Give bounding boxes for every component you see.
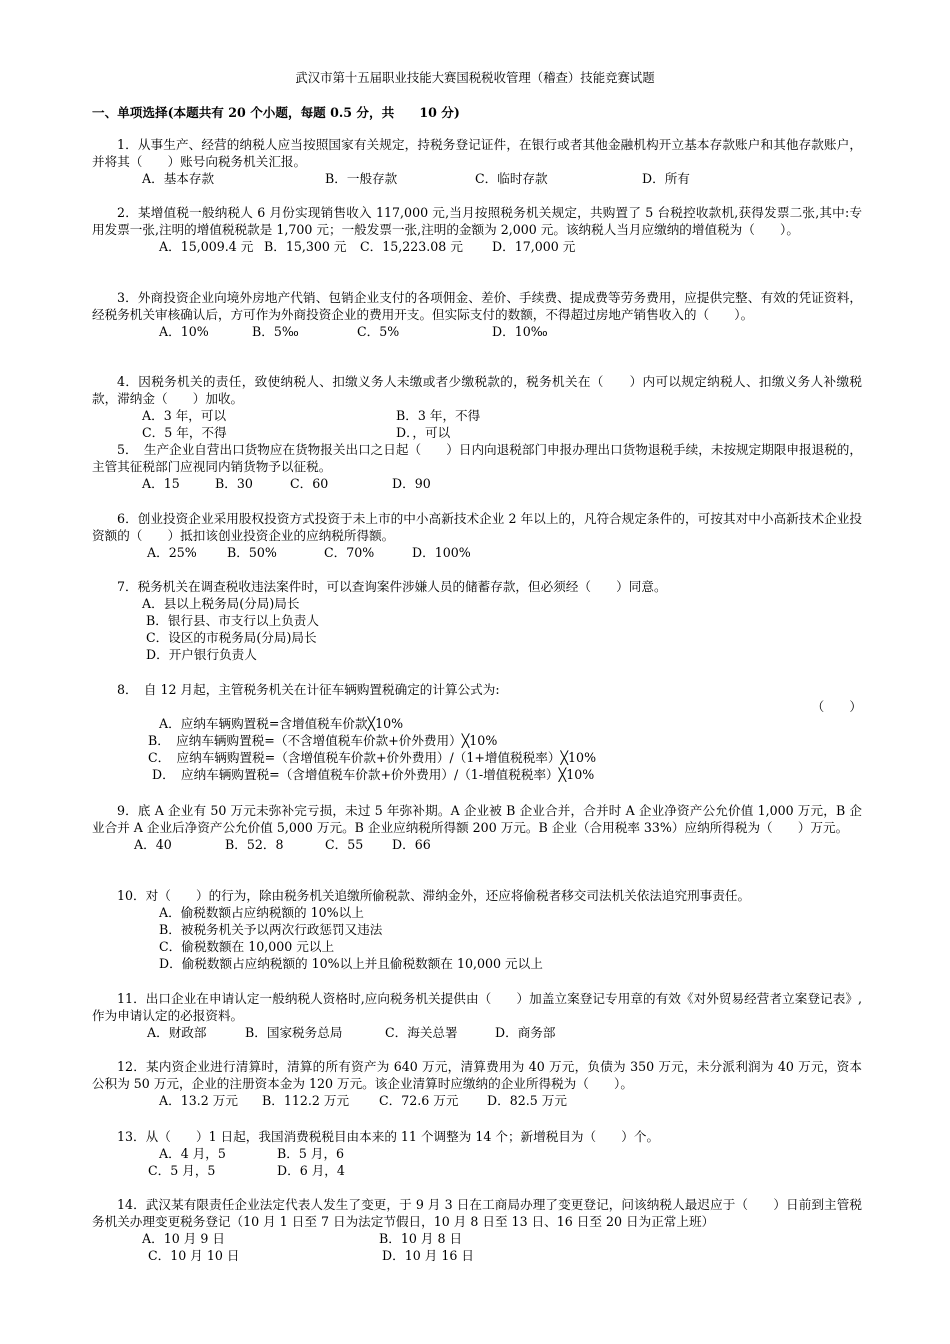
question-stem: 4．因税务机关的责任，致使纳税人、扣缴义务人未缴或者少缴税款的，税务机关在（ ）内可以规定纳税人、扣缴义务人补缴税款，滞纳金（ ）加收。 <box>92 374 862 406</box>
option-d: D．10 月 16 日 <box>382 1248 474 1263</box>
option-b: B．被税务机关予以两次行政惩罚又违法 <box>159 922 383 937</box>
option-d: D． 应纳车辆购置税=（含增值税车价款+价外费用）/（1-增值税税率）╳10% <box>152 767 595 782</box>
question-stem: 10．对（ ）的行为，除由税务机关追缴所偷税款、滞纳金外，还应将偷税者移交司法机关依法追究刑事责任。 <box>117 888 751 903</box>
option-d: D．商务部 <box>495 1025 556 1040</box>
question-stem: 5． 生产企业自营出口货物应在货物报关出口之日起（ ）日内向退税部门申报办理出口货物退税手续，未按规定期限申报退税的，主管其征税部门应视同内销货物予以征税。 <box>92 442 862 474</box>
question-1 <box>92 136 862 187</box>
question-12 <box>92 1058 862 1109</box>
option-c: C．10 月 10 日 <box>148 1248 240 1263</box>
question-stem: 9．底 A 企业有 50 万元未弥补完亏损，未过 5 年弥补期。A 企业被 B 企业合并，合并时 A 企业净资产公允价值 1,000 万元，B 企业合并 A 企业后净资产公允价值 5,000 万元。B 企业应纳税所得额 200 万元。B 企业（合用税率 33%）应纳所得税为（ ）万元。 <box>92 803 862 835</box>
exam-title: 武汉市第十五届职业技能大赛国税税收管理（稽查）技能竞赛试题 <box>295 70 655 85</box>
option-row <box>92 475 862 492</box>
option-c: C． 应纳车辆购置税=（含增值税车价款+价外费用）/（1+增值税税率）╳10% <box>148 750 597 765</box>
question-stem: 11．出口企业在申请认定一般纳税人资格时,应向税务机关提供由（ ）加盖立案登记专用章的有效《对外贸易经营者立案登记表》,作为申请认定的必报资料。 <box>92 991 862 1023</box>
option-b: B．52．8 <box>225 837 284 852</box>
option-row <box>92 1024 862 1041</box>
option-d: D．6 月，4 <box>277 1163 345 1178</box>
option-row <box>92 1162 862 1179</box>
option-row <box>92 407 862 424</box>
option-b: B．15,300 元 <box>264 239 347 254</box>
option-c: C．偷税数额在 10,000 元以上 <box>159 939 335 954</box>
option-row <box>92 544 862 561</box>
question-stem: 8． 自 12 月起，主管税务机关在计征车辆购置税确定的计算公式为: <box>117 682 500 697</box>
option-a: A．15,009.4 元 <box>159 239 254 254</box>
option-row <box>92 1230 862 1247</box>
option-row <box>92 170 862 187</box>
option-c: C．60 <box>290 476 329 491</box>
option-d: D．开户银行负责人 <box>146 647 257 662</box>
option-b: B．30 <box>215 476 253 491</box>
option-d: D．所有 <box>642 171 690 186</box>
option-d: D．100% <box>412 545 471 560</box>
option-c: C．15,223.08 元 <box>360 239 463 254</box>
question-stem: 2．某增值税一般纳税人 6 月份实现销售收入 117,000 元,当月按照税务机关规定，共购置了 5 台税控收款机,获得发票二张,其中:专用发票一张,注明的增值税税款是 1,700 元；一般发票一张,注明的金额为 2,000 元。该纳税人当月应缴纳的增值税为（ ）。 <box>92 205 862 237</box>
option-c: C．5 月，5 <box>148 1163 216 1178</box>
option-a: A．13.2 万元 <box>159 1093 238 1108</box>
option-b: B．3 年，不得 <box>396 408 481 423</box>
question-stem: 1．从事生产、经营的纳税人应当按照国家有关规定，持税务登记证件，在银行或者其他金融机构开立基本存款账户和其他存款账户，并将其（ ）账号向税务机关汇报。 <box>92 137 862 169</box>
section-heading: 一、单项选择(本题共有 20 个小题，每题 0.5 分，共 10 分) <box>92 105 460 120</box>
option-b: B．5 月，6 <box>277 1146 345 1161</box>
option-row <box>92 1247 862 1264</box>
option-d: D．82.5 万元 <box>487 1093 567 1108</box>
question-stem: 13．从（ ）1 日起，我国消费税税目由本来的 11 个调整为 14 个；新增税目为（ ）个。 <box>117 1129 660 1144</box>
question-10 <box>92 887 862 972</box>
option-b: B．国家税务总局 <box>245 1025 343 1040</box>
question-8 <box>92 681 862 783</box>
option-a: A．偷税数额占应纳税额的 10%以上 <box>159 905 364 920</box>
option-d: D．偷税数额占应纳税额的 10%以上并且偷税数额在 10,000 元以上 <box>159 956 543 971</box>
option-c: C．55 <box>325 837 364 852</box>
option-a: A．4 月，5 <box>159 1146 226 1161</box>
option-row <box>92 1092 862 1109</box>
option-b: B．5‰ <box>252 324 299 339</box>
option-b: B．银行县、市支行以上负责人 <box>146 613 319 628</box>
option-d: D．，可以 <box>396 425 451 440</box>
question-9 <box>92 802 862 853</box>
question-7 <box>92 578 862 663</box>
option-b: B．10 月 8 日 <box>379 1231 463 1246</box>
option-c: C．5% <box>357 324 400 339</box>
option-c: C．72.6 万元 <box>379 1093 459 1108</box>
option-row <box>92 323 862 340</box>
question-stem: 6．创业投资企业采用股权投资方式投资于未上市的中小高新技术企业 2 年以上的，凡符合规定条件的，可按其对中小高新技术企业投资额的（ ）抵扣该创业投资企业的应纳税所得额。 <box>92 511 862 543</box>
question-stem: 14．武汉某有限责任企业法定代表人发生了变更，于 9 月 3 日在工商局办理了变更登记，问该纳税人最迟应于（ ）日前到主管税务机关办理变更税务登记（10 月 1 日至 7 日为法定节假日，10 月 8 日至 13 日、16 日至 20 日为正常上班） <box>92 1197 862 1229</box>
option-d: D．10‰ <box>492 324 548 339</box>
option-a: A．10 月 9 日 <box>142 1231 225 1246</box>
option-c: C．设区的市税务局(分局)局长 <box>146 630 317 645</box>
question-4 <box>92 373 862 441</box>
option-b: B．50% <box>227 545 277 560</box>
answer-parentheses: （ ） <box>811 699 862 714</box>
question-2 <box>92 204 862 255</box>
question-13 <box>92 1128 862 1179</box>
option-a: A．3 年，可以 <box>142 408 227 423</box>
option-c: C．临时存款 <box>475 171 548 186</box>
option-a: A．25% <box>147 545 197 560</box>
option-a: A．基本存款 <box>142 171 215 186</box>
option-a: A．县以上税务局(分局)局长 <box>142 596 300 611</box>
option-b: B． 应纳车辆购置税=（不含增值税车价款+价外费用）╳10% <box>148 733 498 748</box>
question-5 <box>92 441 862 492</box>
option-row <box>92 238 862 255</box>
question-6 <box>92 510 862 561</box>
option-row <box>92 1145 862 1162</box>
option-d: D．90 <box>392 476 431 491</box>
question-stem: 7．税务机关在调查税收违法案件时，可以查询案件涉嫌人员的储蓄存款，但必须经（ ）同意。 <box>117 579 667 594</box>
option-a: A．10% <box>159 324 209 339</box>
option-a: A．40 <box>134 837 172 852</box>
option-row <box>92 424 862 441</box>
question-stem: 3．外商投资企业向境外房地产代销、包销企业支付的各项佣金、差价、手续费、提成费等劳务费用，应提供完整、有效的凭证资料，经税务机关审核确认后，方可作为外商投资企业的费用开支。但实际支付的数额，不得超过房地产销售收入的（ ）。 <box>92 290 862 322</box>
option-row <box>92 836 862 853</box>
option-a: A．财政部 <box>147 1025 207 1040</box>
option-a: A．15 <box>142 476 180 491</box>
option-c: C．5 年，不得 <box>142 425 227 440</box>
question-3 <box>92 289 862 340</box>
question-14 <box>92 1196 862 1264</box>
option-d: D．66 <box>392 837 431 852</box>
option-c: C．海关总署 <box>385 1025 458 1040</box>
question-stem: 12．某内资企业进行清算时，清算的所有资产为 640 万元，清算费用为 40 万元，负债为 350 万元，未分派利润为 40 万元，资本公积为 50 万元，企业的注册资本金为 120 万元。该企业清算时应缴纳的企业所得税为（ ）。 <box>92 1059 862 1091</box>
option-b: B．112.2 万元 <box>262 1093 350 1108</box>
option-b: B．一般存款 <box>325 171 398 186</box>
option-a: A．应纳车辆购置税=含增值税车价款╳10% <box>159 716 404 731</box>
option-c: C．70% <box>324 545 375 560</box>
option-d: D．17,000 元 <box>492 239 576 254</box>
question-11 <box>92 990 862 1041</box>
